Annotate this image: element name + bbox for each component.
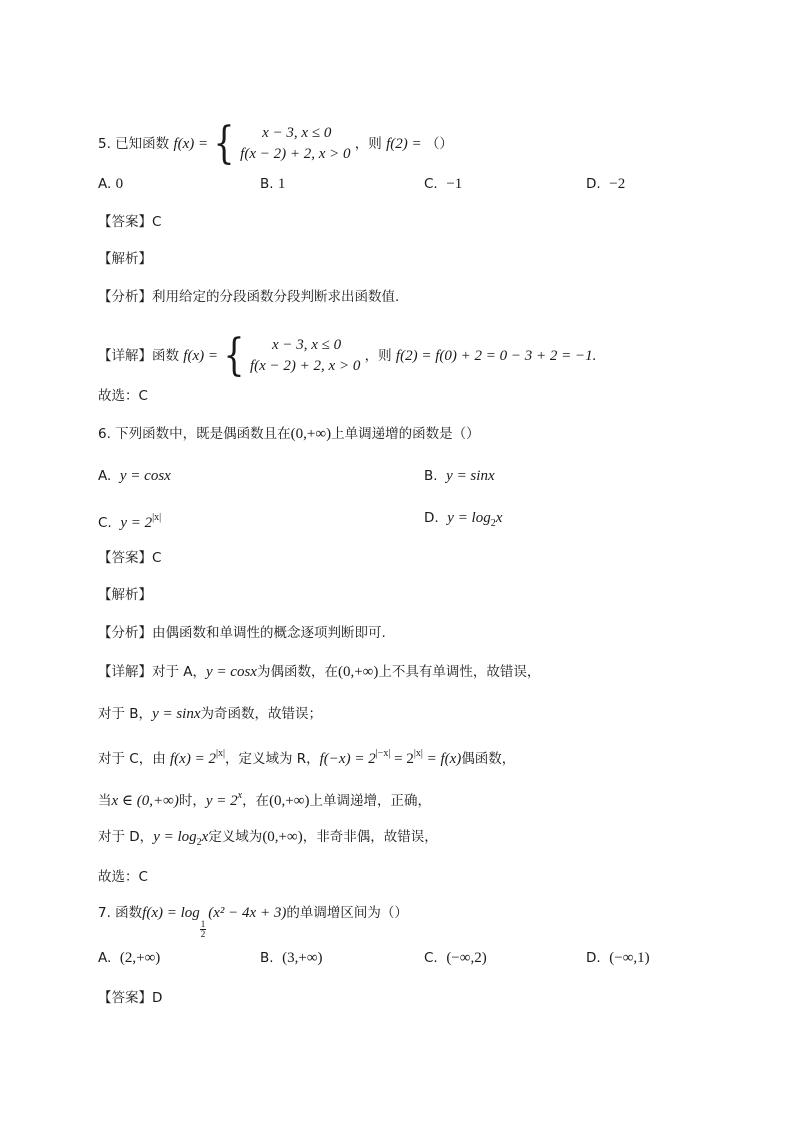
q6-stem: 6. 下列函数中，既是偶函数且在(0,+∞)上单调递增的函数是（） — [98, 426, 480, 442]
q5-ask: f(2) = — [386, 136, 422, 152]
q5-fenxi: 【分析】利用给定的分段函数分段判断求出函数值. — [98, 289, 400, 305]
q5-option-c: C. −1 — [424, 176, 463, 192]
q5-detail-brace: { — [223, 330, 245, 381]
q6-detail-c: 对于 C，由 $f(x) = 2^{|x|}$，定义域为 R，$f(-x) = 2^{|-x|} = 2^{|x|} = f(x)$偶函数， — [98, 748, 516, 767]
q5-brace: { — [213, 118, 235, 169]
q7-stem: 7. 函数f(x) = log $\frac{1}{2}$ (x² − 4x + 3)的单调增区间为（） — [98, 905, 408, 939]
q7-option-d: D. (−∞,1) — [586, 950, 650, 966]
q7-answer: 【答案】D — [98, 990, 163, 1006]
q5-fx: f(x) = — [173, 136, 209, 152]
q5-option-d: D. −2 — [586, 176, 626, 192]
q5-piecewise — [173, 118, 351, 169]
q5-detail-piecewise: f(x) = { x − 3, x ≤ 0 f(x − 2) + 2, x > 0 — [183, 330, 361, 381]
q6-option-c: C. $y = 2^{|x|}$ — [98, 512, 162, 531]
q7-option-a: A. (2,+∞) — [98, 950, 161, 966]
q5-choose: 故选：C — [98, 388, 148, 404]
q5-cases — [240, 123, 350, 165]
q6-detail-c2: 当x ∈ (0,+∞)时，$y = 2^x$，在(0,+∞)上单调递增，正确， — [98, 790, 431, 809]
q7-option-b: B. (3,+∞) — [260, 950, 323, 966]
q6-fenxi: 【分析】由偶函数和单调性的概念逐项判断即可. — [98, 625, 386, 641]
q6-detail-a: 【详解】对于 A，y = cosx为偶函数，在(0,+∞)上不具有单调性，故错误， — [98, 664, 541, 680]
q6-analysis-heading: 【解析】 — [98, 587, 152, 603]
q6-option-b: B. y = sinx — [424, 468, 495, 484]
q5-option-a: A. 0 — [98, 176, 124, 192]
q5-analysis-heading: 【解析】 — [98, 251, 152, 267]
q5-paren: （） — [425, 136, 453, 152]
q6-option-d: D. $y = \log_2x$ — [424, 510, 503, 529]
q5-stem — [98, 118, 453, 169]
q6-choose: 故选：C — [98, 869, 148, 885]
q6-answer: 【答案】C — [98, 550, 162, 566]
q5-case1: x − 3, x ≤ 0 — [262, 125, 332, 141]
q5-stem-suffix: ，则 — [354, 136, 382, 152]
q5-detail: 【详解】函数 f(x) = { x − 3, x ≤ 0 f(x − 2) + 2, x > 0 ，则 f(2) = f(0) + 2 = 0 − 3 + 2 = −1. — [98, 330, 597, 381]
q7-log-base: $\frac{1}{2}$ — [200, 919, 206, 939]
q6-detail-d: 对于 D，$y = \log_2x$定义域为(0,+∞)，非奇非偶，故错误， — [98, 829, 438, 848]
q5-stem-prefix: 5. 已知函数 — [98, 136, 170, 152]
q6-option-a: A. y = cosx — [98, 468, 171, 484]
q5-answer: 【答案】C — [98, 214, 162, 230]
q5-case2: f(x − 2) + 2, x > 0 — [240, 146, 351, 162]
q6-detail-b: 对于 B，y = sinx为奇函数，故错误； — [98, 706, 323, 722]
q5-option-b: B. 1 — [260, 176, 286, 192]
q7-option-c: C. (−∞,2) — [424, 950, 487, 966]
